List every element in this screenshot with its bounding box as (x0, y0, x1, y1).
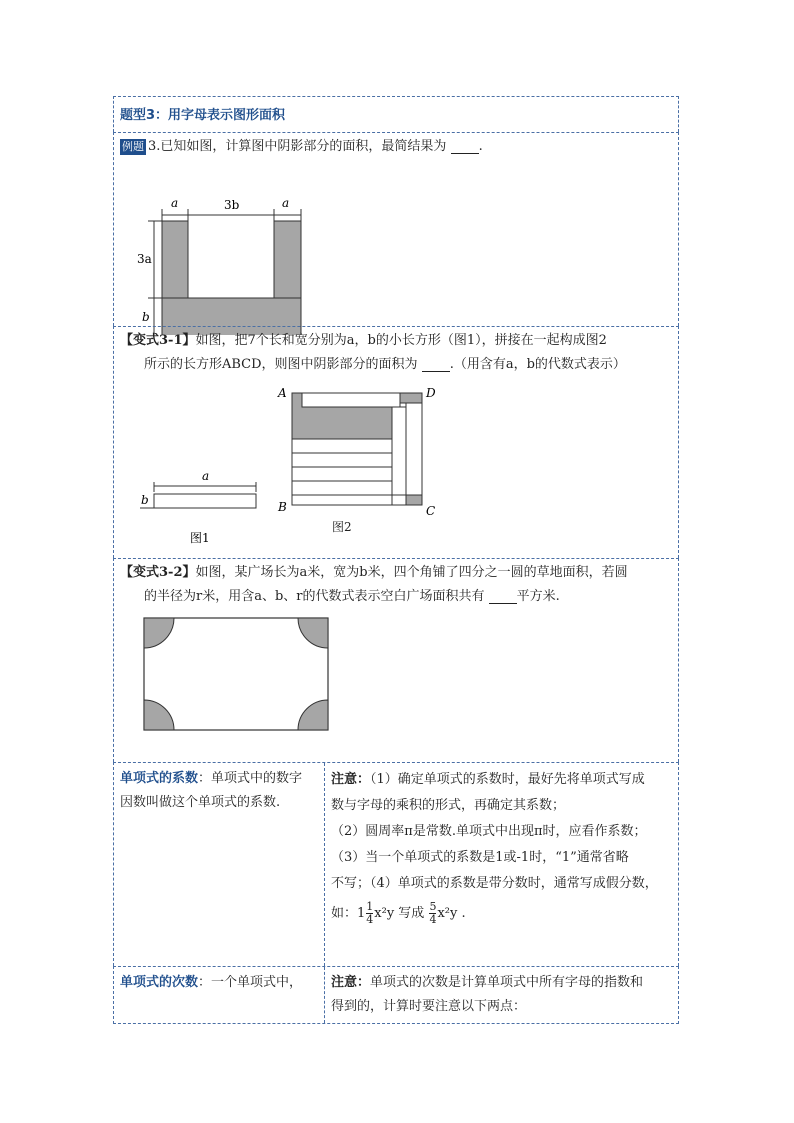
section-title-row (113, 96, 679, 132)
example-text: 已知如图，计算图中阴影部分的面积，最简结果为 (160, 139, 447, 154)
fig1-b: b (141, 493, 149, 507)
example-row (113, 132, 679, 326)
coef-row (113, 762, 679, 966)
degree-definition: 单项式的次数：一个单项式中， (114, 967, 325, 1023)
coef-definition: 单项式的系数：单项式中的数字 因数叫做这个单项式的系数. (114, 763, 325, 966)
variant1-fig2 (276, 383, 446, 523)
example-num: 3. (148, 139, 161, 154)
worksheet (113, 96, 679, 1024)
dim-b: b (142, 310, 150, 324)
degree-term: 单项式的次数 (120, 975, 199, 990)
variant1-blank[interactable] (422, 357, 450, 372)
variant1-fig1 (138, 462, 268, 552)
variant2-row (113, 558, 679, 762)
degree-note: 注意：单项式的次数是计算单项式中所有字母的指数和 得到的，计算时要注意以下两点： (331, 975, 644, 1014)
dim-a-left: a (171, 196, 179, 210)
fraction-1-4: $\frac{1}{4}$ (366, 900, 374, 926)
fig1-caption: 图1 (190, 531, 210, 545)
variant1-question: 【变式3-1】如图，把7个长和宽分别为a，b的小长方形（图1），拼接在一起构成图2 所示的长方形ABCD，则图中阴影部分的面积为 .（用含有a，b的代数式表示） (120, 333, 626, 372)
label-A: A (278, 386, 287, 400)
example-tag: 例题 (122, 140, 144, 153)
label-D: D (426, 386, 436, 400)
example-question: 例题 3.已知如图，计算图中阴影部分的面积，最简结果为 . (122, 139, 483, 154)
variant2-blank[interactable] (489, 589, 517, 604)
label-B: B (278, 500, 287, 514)
label-C: C (426, 504, 436, 518)
dim-3b: 3b (224, 198, 240, 212)
fraction-5-4: $\frac{5}{4}$ (429, 900, 437, 926)
fig2-caption: 图2 (332, 520, 352, 534)
dim-3a: 3a (137, 252, 152, 266)
answer-blank[interactable] (451, 139, 479, 154)
variant1-row (113, 326, 679, 558)
variant2-question: 【变式3-2】如图，某广场长为a米，宽为b米，四个角铺了四分之一圆的草地面积，若圆 的半径为r米，用含a、b、r的代数式表示空白广场面积共有 平方米. (120, 565, 628, 604)
coef-term: 单项式的系数 (120, 771, 199, 786)
degree-row (113, 966, 679, 1024)
variant2-figure (143, 617, 333, 733)
section-title: 题型3：用字母表示图形面积 (120, 108, 286, 123)
dim-a-right: a (282, 196, 290, 210)
example-figure (134, 195, 334, 335)
coef-note: 注意：（1）确定单项式的系数时，最好先将单项式写成 数与字母的乘积的形式，再确定其系数； （2）圆周率π是常数.单项式中出现π时，应看作系数； （3）当一个单项式的系数是1或-1时，“1”通常省略 不写；（4）单项式的系数是带分数时，通常写成假分数， 如：1 $\frac{1}{4}$ x²y 写成 $\frac{5}{4}$ x²y . (331, 772, 658, 926)
fig1-a: a (202, 469, 210, 483)
